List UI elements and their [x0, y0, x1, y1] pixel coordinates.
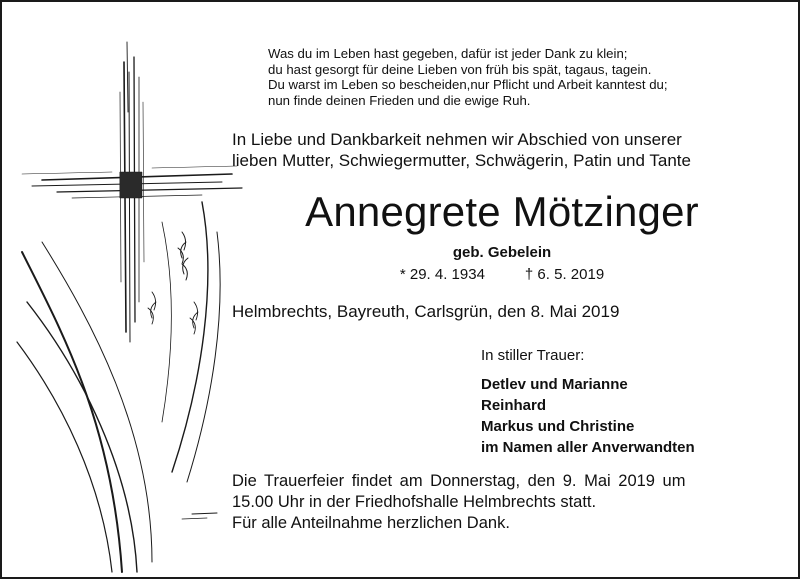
mourners-block	[481, 345, 695, 458]
funeral-line: Die Trauerfeier findet am Donnerstag, den 9. Mai 2019 um	[232, 472, 686, 490]
thanks-line: Für alle Anteilnahme herzlichen Dank.	[232, 514, 510, 532]
farewell-line: lieben Mutter, Schwiegermutter, Schwägerin, Patin und Tante	[232, 151, 691, 170]
mourning-heading: In stiller Trauer:	[481, 347, 585, 364]
verse-line: Du warst im Leben so bescheiden,nur Pflicht und Arbeit kanntest du;	[268, 77, 668, 93]
farewell-text	[232, 129, 691, 171]
farewell-line: In Liebe und Dankbarkeit nehmen wir Abschied von unserer	[232, 130, 682, 149]
cross-and-wheat-illustration	[2, 2, 252, 577]
funeral-line: 15.00 Uhr in der Friedhofshalle Helmbrechts statt.	[232, 493, 597, 511]
mourner-name: Markus und Christine	[481, 418, 635, 435]
death-date: † 6. 5. 2019	[524, 266, 605, 283]
deceased-name: Annegrete Mötzinger	[305, 188, 699, 235]
mourner-name: Detlev und Marianne	[481, 376, 628, 393]
life-dates	[232, 266, 772, 283]
place-and-date: Helmbrechts, Bayreuth, Carlsgrün, den 8. Mai 2019	[232, 302, 620, 321]
mourner-name: im Namen aller Anverwandten	[481, 439, 695, 456]
verse-line: Was du im Leben hast gegeben, dafür ist jeder Dank zu klein;	[268, 46, 628, 61]
mourner-name: Reinhard	[481, 397, 547, 414]
funeral-info	[232, 471, 685, 513]
verse-line: du hast gesorgt für deine Lieben von früh bis spät, tagaus, tagein.	[268, 61, 652, 77]
maiden-name: geb. Gebelein	[452, 244, 552, 261]
birth-date: * 29. 4. 1934	[399, 266, 485, 283]
verse-line: nun finde deinen Frieden und die ewige Ruh.	[268, 92, 531, 108]
memorial-verse	[268, 46, 668, 108]
